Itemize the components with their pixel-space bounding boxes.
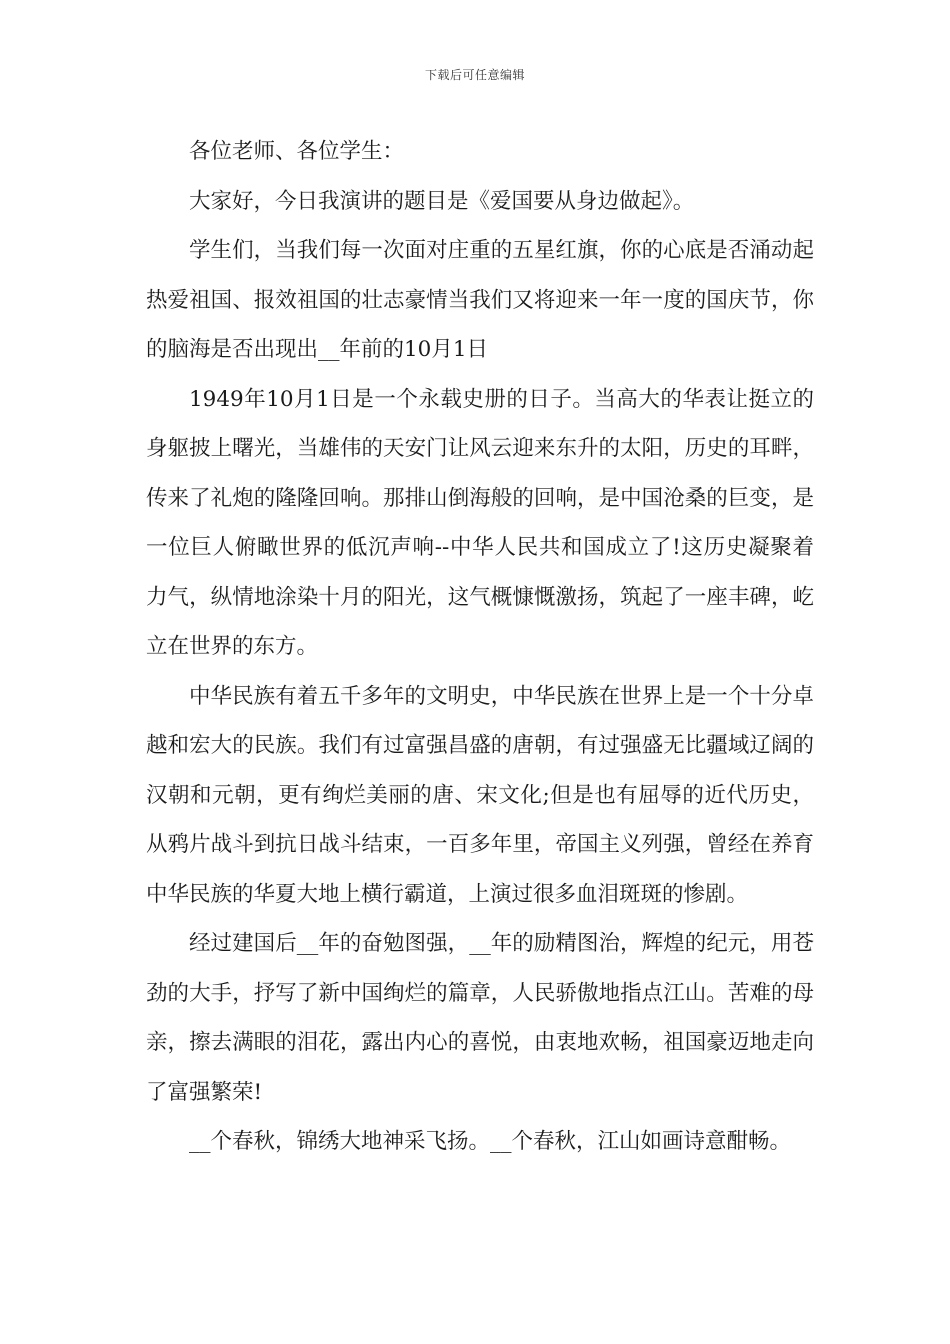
paragraph-history: 中华民族有着五千多年的文明史，中华民族在世界上是一个十分卓越和宏大的民族。我们有过富强昌盛的唐朝，有过强盛无比疆域辽阔的汉朝和元朝，更有绚烂美丽的唐、宋文化;但是也有屈辱的近代历史，从鸦片战斗到抗日战斗结束，一百多年里，帝国主义列强，曾经在养育中华民族的华夏大地上横行霸道，上演过很多血泪斑斑的惨剧。 (146, 683, 814, 907)
paragraph-seasons: __个春秋，锦绣大地神采飞扬。__个春秋，江山如画诗意酣畅。 (189, 1129, 792, 1154)
speech-body (146, 127, 814, 1167)
paragraph-flag: 学生们，当我们每一次面对庄重的五星红旗，你的心底是否涌动起热爱祖国、报效祖国的壮志豪情当我们又将迎来一年一度的国庆节，你的脑海是否出现出__年前的10月1日 (146, 238, 814, 362)
paragraph-development: 经过建国后__年的奋勉图强，__年的励精图治，辉煌的纪元，用苍劲的大手，抒写了新中国绚烂的篇章，人民骄傲地指点江山。苦难的母亲，擦去满眼的泪花，露出内心的喜悦，由衷地欢畅，祖国豪迈地走向了富强繁荣! (146, 931, 814, 1105)
paragraph-1949: 1949年10月1日是一个永载史册的日子。当高大的华表让挺立的身躯披上曙光，当雄伟的天安门让风云迎来东升的太阳，历史的耳畔，传来了礼炮的隆隆回响。那排山倒海般的回响，是中国沧桑的巨变，是一位巨人俯瞰世界的低沉声响--中华人民共和国成立了!这历史凝聚着力气，纵情地涂染十月的阳光，这气概慷慨激扬，筑起了一座丰碑，屹立在世界的东方。 (146, 386, 814, 659)
paragraph-intro: 大家好，今日我演讲的题目是《爱国要从身边做起》。 (189, 188, 695, 214)
salutation: 各位老师、各位学生： (189, 139, 405, 164)
page-header-note: 下载后可任意编辑 (424, 68, 525, 82)
